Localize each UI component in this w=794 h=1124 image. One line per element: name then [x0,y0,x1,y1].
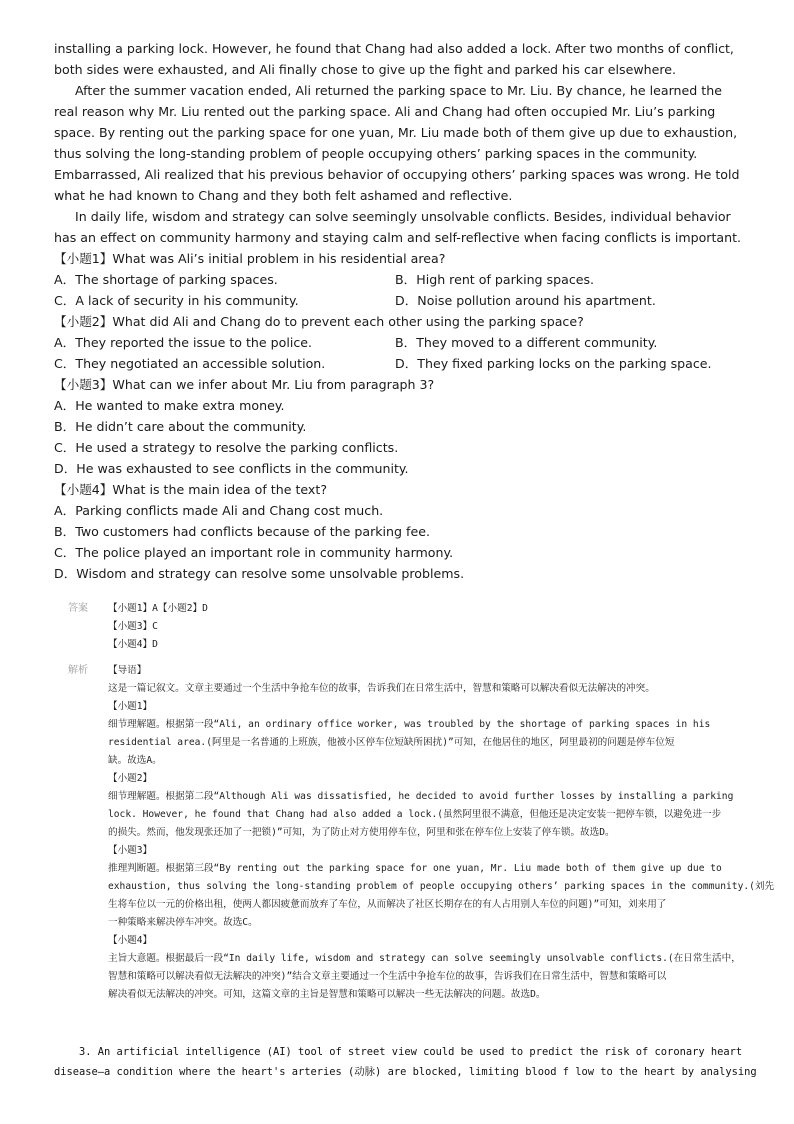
question-2-option-a[interactable]: A．They reported the issue to the police. [54,335,313,350]
explanation-lines [108,662,775,1004]
question-2-title: 【小题2】What did Ali and Chang do to prevent each other using the parking space? [54,314,584,329]
explanation-line: 【小题2】 [108,773,153,784]
explanation-line: 【导语】 [108,665,147,676]
question-4-title: 【小题4】What is the main idea of the text? [54,482,327,497]
explanation-line: 【小题1】 [108,701,153,712]
answer-label: 答案 [68,603,88,614]
explanation-line: 缺。故选A。 [108,755,162,766]
answer-line: 【小题1】A【小题2】D [108,603,208,614]
answer-line: 【小题4】D [108,639,158,650]
passage-paragraph-2-continued: installing a parking lock. However, he found that Chang had also added a lock. After two months of conflict, both sides were exhausted, and Ali finally chose to give up the fight and parked his car elsewhere. [54,41,734,77]
passage-paragraph-3: After the summer vacation ended, Ali returned the parking space to Mr. Liu. By chance, he learned the real reason why Mr. Liu rented out the parking space. Ali and Chang had often occupied Mr. Liu’s parking space. By renting out the parking space for one yuan, Mr. Liu made both of them give up due to exhaustion, thus solving the long-standing problem of people occupying others’ parking spaces in the community. Embarrassed, Ali realized that his previous behavior of occupying others’ parking spaces was wrong. He told what he had known to Chang and they both felt ashamed and reflective. [54,83,740,203]
question-3-option-c[interactable]: C．He used a strategy to resolve the parking conflicts. [54,440,399,455]
explanation-label: 解析 [68,665,88,676]
next-question-passage [54,1042,757,1082]
question-1-title: 【小题1】What was Ali’s initial problem in his residential area? [54,251,446,266]
passage-paragraph-4: In daily life, wisdom and strategy can solve seemingly unsolvable conflicts. Besides, individual behavior has an effect on community harmony and staying calm and self-reflective when facing conflicts is important. [54,209,742,245]
answer-lines [108,600,748,654]
explanation-line: 的损失。然而，他发现张还加了一把锁)”可知，为了防止对方使用停车位，阿里和张在停车位上安装了停车锁。故选D。 [108,827,615,838]
explanation-line: 生将车位以一元的价格出租，使两人都因疲惫而放弃了车位，从而解决了社区长期存在的有人占用别人车位的问题)”可知，刘来用了 [108,899,667,910]
question-1-option-c[interactable]: C．A lack of security in his community. [54,293,299,308]
next-question-line: 3. An artificial intelligence (AI) tool of street view could be used to predict the risk of coronary heart [54,1046,743,1058]
explanation-line: residential area.(阿里是一名普通的上班族，他被小区停车位短缺所困扰)”可知，在他居住的地区，阿里最初的问题是停车位短 [108,737,675,748]
explanation-line: 细节理解题。根据第二段“Although Ali was dissatisfied, he decided to avoid further losses by installing a parking [108,791,734,802]
explanation-line: 【小题3】 [108,845,153,856]
question-1-options-row-1 [54,269,754,290]
explanation-line: 解决看似无法解决的冲突。可知，这篇文章的主旨是智慧和策略可以解决一些无法解决的问题。故选D。 [108,989,546,1000]
explanation-line: 智慧和策略可以解决看似无法解决的冲突)”结合文章主要通过一个生活中争抢车位的故事，告诉我们在日常生活中，智慧和策略可以 [108,971,667,982]
question-3-title: 【小题3】What can we infer about Mr. Liu from paragraph 3? [54,377,435,392]
explanation-line: lock. However, he found that Chang had also added a lock.(虽然阿里很不满意，但他还是决定安装一把停车锁，以避免进一步 [108,809,722,820]
question-2-option-b[interactable]: B．They moved to a different community. [395,335,658,350]
question-3-option-a[interactable]: A．He wanted to make extra money. [54,398,285,413]
question-4-option-c[interactable]: C．The police played an important role in community harmony. [54,545,454,560]
question-2-options-row-2 [54,353,754,374]
question-2-options-row-1 [54,332,754,353]
question-4-option-b[interactable]: B．Two customers had conflicts because of the parking fee. [54,524,430,539]
reading-passage [54,38,744,248]
question-3-option-b[interactable]: B．He didn’t care about the community. [54,419,307,434]
question-1-option-a[interactable]: A．The shortage of parking spaces. [54,272,278,287]
explanation-line: 这是一篇记叙文。文章主要通过一个生活中争抢车位的故事，告诉我们在日常生活中，智慧和策略可以解决看似无法解决的冲突。 [108,683,655,694]
explanation-line: exhaustion, thus solving the long-standing problem of people occupying others’ parking spaces in the community.(刘先 [108,881,775,892]
question-1-option-b[interactable]: B．High rent of parking spaces. [395,272,595,287]
question-3-option-d[interactable]: D．He was exhausted to see conflicts in the community. [54,461,409,476]
question-list [54,248,754,584]
question-1-options-row-2 [54,290,754,311]
explanation-line: 一种策略来解决停车冲突。故选C。 [108,917,258,928]
question-4-option-d[interactable]: D．Wisdom and strategy can resolve some unsolvable problems. [54,566,465,581]
explanation-line: 主旨大意题。根据最后一段“In daily life, wisdom and strategy can solve seemingly unsolvable conflicts.(在日常生活中， [108,953,741,964]
answer-line: 【小题3】C [108,621,158,632]
question-2-option-c[interactable]: C．They negotiated an accessible solution. [54,356,326,371]
question-1-option-d[interactable]: D．Noise pollution around his apartment. [395,293,656,308]
explanation-line: 【小题4】 [108,935,153,946]
next-question-line: disease—a condition where the heart's arteries (动脉) are blocked, limiting blood f low to the heart by analysing [54,1066,757,1078]
explanation-line: 细节理解题。根据第一段“Ali, an ordinary office worker, was troubled by the shortage of parking spaces in his [108,719,711,730]
question-4-option-a[interactable]: A．Parking conflicts made Ali and Chang cost much. [54,503,384,518]
explanation-line: 推理判断题。根据第三段“By renting out the parking space for one yuan, Mr. Liu made both of them give up due to [108,863,722,874]
question-2-option-d[interactable]: D．They fixed parking locks on the parking space. [395,356,712,371]
